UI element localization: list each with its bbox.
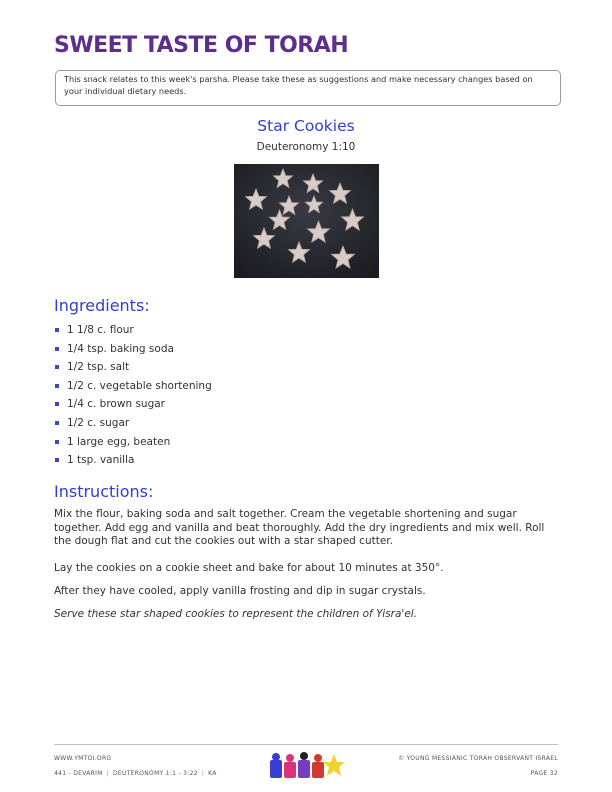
- page-title: SWEET TASTE OF TORAH: [54, 33, 349, 58]
- footer-lesson-info: [54, 770, 217, 777]
- footer-page-number: PAGE 32: [530, 770, 558, 777]
- bullet-icon: [55, 421, 59, 425]
- ingredient-item: 1/2 c. vegetable shortening: [54, 377, 212, 396]
- ingredient-item: 1 tsp. vanilla: [54, 451, 212, 470]
- children-logo-icon: [268, 750, 348, 786]
- star-cookies-image: [234, 164, 379, 278]
- ingredient-item: 1/2 tsp. salt: [54, 358, 212, 377]
- serving-note: Serve these star shaped cookies to represent the children of Yisra'el.: [54, 608, 418, 620]
- bullet-icon: [55, 365, 59, 369]
- bullet-icon: [55, 328, 59, 332]
- instruction-paragraph: Mix the flour, baking soda and salt together. Cream the vegetable shortening and sugar together. Add egg and vanilla and beat thoroughly. Add the dry ingredients and mix well. Roll the dough flat and cut the cookies out with a star shaped cutter.: [54, 508, 545, 547]
- ingredient-item: 1/4 tsp. baking soda: [54, 340, 212, 359]
- star-cookies-photo: [234, 164, 379, 278]
- bullet-icon: [55, 384, 59, 388]
- ingredient-item: 1/2 c. sugar: [54, 414, 212, 433]
- instruction-paragraph: Lay the cookies on a cookie sheet and bake for about 10 minutes at 350°.: [54, 562, 444, 574]
- footer-passage: DEUTERONOMY 1:1 - 3:22: [113, 770, 198, 777]
- ingredients-list: [54, 321, 212, 470]
- instructions-heading: Instructions:: [54, 482, 154, 501]
- bullet-icon: [55, 347, 59, 351]
- footer-divider: [54, 744, 558, 745]
- ingredients-heading: Ingredients:: [54, 296, 150, 315]
- bullet-icon: [55, 458, 59, 462]
- footer-lesson: 441 - DEVARIM: [54, 770, 103, 777]
- bullet-icon: [55, 402, 59, 406]
- ingredient-item: 1/4 c. brown sugar: [54, 395, 212, 414]
- parsha-note: This snack relates to this week's parsha. Please take these as suggestions and make necessary changes based on your individual dietary needs.: [55, 70, 561, 106]
- ingredient-item: 1 1/8 c. flour: [54, 321, 212, 340]
- instruction-paragraph: After they have cooled, apply vanilla frosting and dip in sugar crystals.: [54, 585, 426, 597]
- footer-separator: |: [201, 770, 205, 777]
- recipe-title: Star Cookies: [257, 117, 355, 135]
- footer-copyright: © YOUNG MESSIANIC TORAH OBSERVANT ISRAEL: [398, 755, 558, 762]
- footer-code: KA: [208, 770, 217, 777]
- footer-separator: |: [106, 770, 110, 777]
- scripture-reference: Deuteronomy 1:10: [256, 141, 356, 153]
- bullet-icon: [55, 440, 59, 444]
- ingredient-item: 1 large egg, beaten: [54, 433, 212, 452]
- footer-url: WWW.YMTOI.ORG: [54, 755, 112, 762]
